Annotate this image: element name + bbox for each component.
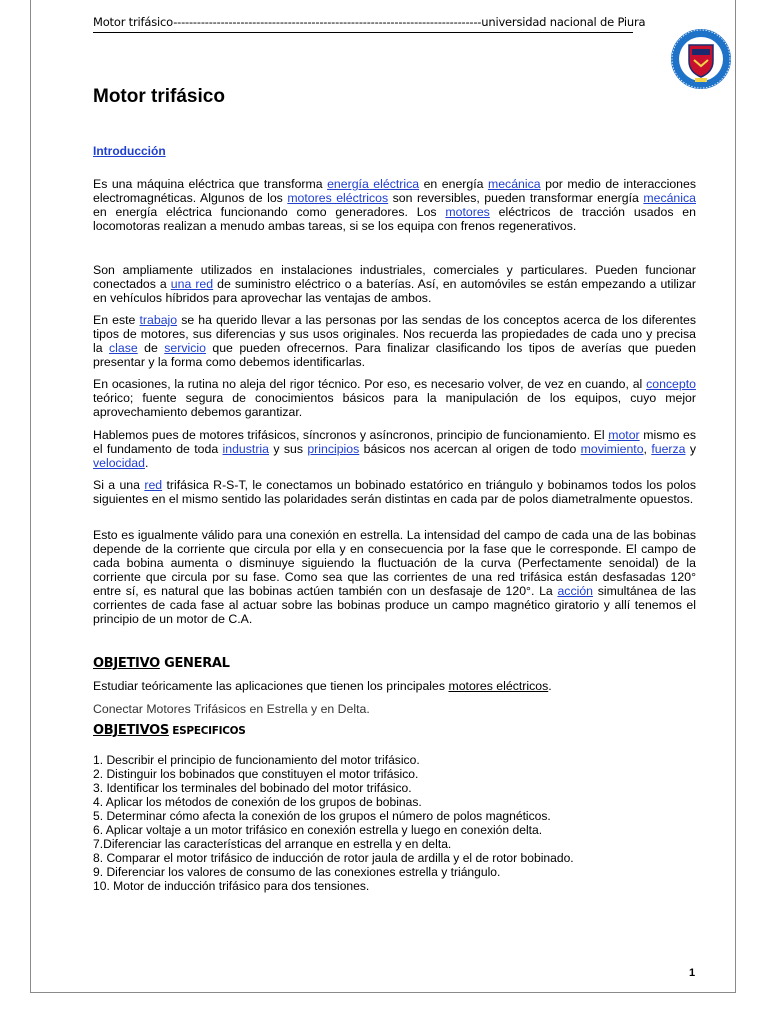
university-seal-icon bbox=[670, 28, 732, 90]
link-clase[interactable]: clase bbox=[109, 341, 138, 355]
link-motor[interactable]: motor bbox=[608, 428, 640, 442]
header-rule bbox=[93, 32, 633, 33]
paragraph-3: En este trabajo se ha querido llevar a las personas por las sendas de los conceptos acerca de los diferentes tipos de motores, sus diferencias y sus usos originales. Nos recuerda las propiedades de cada uno y precisa la clase de servicio que pueden ofrecernos. Para finalizar clasificando los tipos de averías que pueden presentar y la forma como debemos identificarlas. bbox=[93, 313, 696, 369]
list-item: 2. Distinguir los bobinados que constituyen el motor trifásico. bbox=[93, 767, 419, 781]
paragraph-4: En ocasiones, la rutina no aleja del rigor técnico. Por eso, es necesario volver, de vez en cuando, al concepto teórico; fuente segura de conocimientos básicos para la manipulación de los equipos, cuyo mejor aprovechamiento debemos garantizar. bbox=[93, 377, 696, 419]
list-item: 10. Motor de inducción trifásico para dos tensiones. bbox=[93, 879, 370, 893]
link-fuerza[interactable]: fuerza bbox=[651, 442, 686, 456]
list-item: 1. Describir el principio de funcionamiento del motor trifásico. bbox=[93, 753, 420, 767]
link-energia-electrica[interactable]: energía eléctrica bbox=[327, 177, 420, 191]
link-mecanica-2[interactable]: mecánica bbox=[643, 191, 696, 205]
link-accion[interactable]: acción bbox=[557, 584, 594, 598]
header-dashes: ------------------------------------------------------------------------------ bbox=[173, 15, 482, 29]
link-concepto[interactable]: concepto bbox=[646, 377, 696, 391]
list-item: 4. Aplicar los métodos de conexión de los grupos de bobinas. bbox=[93, 795, 422, 809]
header-right: universidad nacional de Piura bbox=[481, 15, 646, 29]
link-motores[interactable]: motores bbox=[445, 205, 490, 219]
link-industria[interactable]: industria bbox=[222, 442, 269, 456]
page-title: Motor trifásico bbox=[93, 86, 225, 107]
paragraph-5: Hablemos pues de motores trifásicos, síncronos y asíncronos, principio de funcionamiento. El motor mismo es el fundamento de toda industria y sus principios básicos nos acercan al origen de todo movimiento, fuerza y velocidad. bbox=[93, 428, 696, 470]
link-velocidad[interactable]: velocidad bbox=[93, 456, 145, 470]
list-item: 3. Identificar los terminales del bobinado del motor trifásico. bbox=[93, 781, 412, 795]
paragraph-2: Son ampliamente utilizados en instalaciones industriales, comerciales y particulares. Pueden funcionar conectados a una red de suministro eléctrico o a baterías. Así, en automóviles se están empezando a utilizar en vehículos híbridos para aprovechar las ventajas de ambos. bbox=[93, 263, 696, 305]
header-left: Motor trifásico bbox=[93, 15, 174, 29]
intro-heading[interactable]: Introducción bbox=[93, 144, 166, 158]
link-principios[interactable]: principios bbox=[307, 442, 360, 456]
paragraph-7: Esto es igualmente válido para una conexión en estrella. La intensidad del campo de cada una de las bobinas depende de la corriente que circula por ella y en consecuencia por la fase que le corresponde. El campo de cada bobina aumenta o disminuye siguiendo la fluctuación de la curva (Perfectamente senoidal) de la corriente que circula por su fase. Como sea que las corrientes de una red trifásica están desfasadas 120° entre sí, es natural que las bobinas actúen también con un desfasaje de 120°. La acción simultánea de las corrientes de cada fase al actuar sobre las bobinas produce un campo magnético giratorio y allí tenemos el principio de un motor de C.A. bbox=[93, 528, 696, 626]
list-item: 8. Comparar el motor trifásico de inducción de rotor jaula de ardilla y el de rotor bobinado. bbox=[93, 851, 574, 865]
paragraph-1: Es una máquina eléctrica que transforma energía eléctrica en energía mecánica por medio de interacciones electromagnéticas. Algunos de los motores eléctricos son reversibles, pueden transformar energía mecánica en energía eléctrica funcionando como generadores. Los motores eléctricos de tracción usados en locomotoras realizan a menudo ambas tareas, si se los equipa con frenos regenerativos. bbox=[93, 177, 696, 233]
list-item: 5. Determinar cómo afecta la conexión de los grupos el número de polos magnéticos. bbox=[93, 809, 551, 823]
objetivo-general-text: Estudiar teóricamente las aplicaciones que tienen los principales motores eléctricos. bbox=[93, 679, 552, 693]
link-red[interactable]: red bbox=[144, 478, 163, 492]
objetivo-general-heading: OBJETIVO GENERAL bbox=[93, 656, 230, 671]
objetivos-especificos-heading: OBJETIVOS ESPECIFICOS bbox=[93, 723, 246, 738]
list-item: 6. Aplicar voltaje a un motor trifásico en conexión estrella y luego en conexión delta. bbox=[93, 823, 543, 837]
link-movimiento[interactable]: movimiento bbox=[580, 442, 644, 456]
page-number: 1 bbox=[689, 967, 696, 979]
objetivo-general-text-2: Conectar Motores Trifásicos en Estrella y en Delta. bbox=[93, 702, 370, 716]
link-una-red[interactable]: una red bbox=[170, 277, 214, 291]
objetivos-list bbox=[93, 753, 574, 893]
link-mecanica[interactable]: mecánica bbox=[487, 177, 541, 191]
link-trabajo[interactable]: trabajo bbox=[139, 313, 178, 327]
link-servicio[interactable]: servicio bbox=[164, 341, 206, 355]
link-motores-electricos[interactable]: motores eléctricos bbox=[287, 191, 389, 205]
paragraph-6: Si a una red trifásica R-S-T, le conectamos un bobinado estatórico en triángulo y bobinamos todos los polos siguientes en el mismo sentido las polaridades serán distintas en cada par de polos diametralmente opuestos. bbox=[93, 478, 696, 506]
running-header bbox=[93, 15, 645, 29]
list-item: 7.Diferenciar las características del arranque en estrella y en delta. bbox=[93, 837, 452, 851]
list-item: 9. Diferenciar los valores de consumo de las conexiones estrella y triángulo. bbox=[93, 865, 501, 879]
